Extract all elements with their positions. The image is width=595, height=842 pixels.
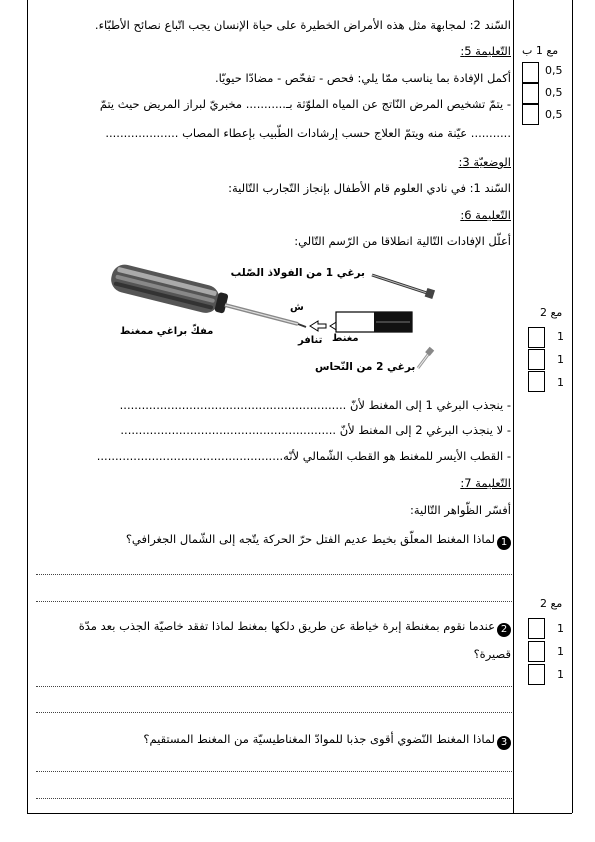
experiment-figure (100, 258, 445, 383)
question-1-text: لماذا المغنط المعلّق بخيط عديم الفتل حرّ الحركة يتّجه إلى الشّمال الجغرافي؟ (125, 532, 495, 546)
bar-magnet-icon (336, 312, 412, 332)
answer-line[interactable] (36, 686, 512, 687)
justification-3: - القطب الأيسر للمغنط هو القطب الشّمالي لأنّه................................................... (96, 449, 511, 463)
instruction-6-heading: التّعليمة 6: (460, 208, 511, 222)
question-3-text: لماذا المغنط النّضوي أقوى جذبا للموادّ المغناطيسيّة من المغنط المستقيم؟ (143, 732, 495, 746)
score-value: 0,5 (545, 86, 563, 99)
score-box[interactable] (528, 349, 545, 370)
question-number-1: 1 (497, 536, 511, 550)
grading-header-1: مع 1 ب (522, 44, 559, 57)
fill-blank-line-1: - يتمّ تشخيص المرض النّاتج عن المياه الملوّثة بـ........... مخبريّ لبراز المريض حيث يتمّ (99, 97, 511, 111)
instruction-6-text: أعلّل الإفادات التّالية انطلاقا من الرّسم التّالي: (294, 234, 511, 248)
left-border (27, 0, 28, 813)
justification-2: - لا ينجذب البرغي 2 إلى المغنط لأنّ ........................................................... (120, 423, 511, 437)
score-value: 1 (557, 376, 564, 389)
score-value: 0,5 (545, 108, 563, 121)
score-value: 1 (557, 622, 564, 635)
score-box[interactable] (522, 62, 539, 83)
grading-header-2: مع 2 (540, 306, 563, 319)
instruction-5-heading: التّعليمة 5: (460, 44, 511, 58)
question-2-continued: قصيرة؟ (473, 647, 511, 661)
question-number-2: 2 (497, 623, 511, 637)
score-value: 1 (557, 353, 564, 366)
question-1 (126, 532, 511, 550)
grading-header-3: مع 2 (540, 597, 563, 610)
answer-line[interactable] (36, 574, 512, 575)
bottom-border (27, 813, 572, 814)
screwdriver-label: مفكّ براغي ممغنط (120, 326, 214, 337)
situation-3-heading: الوضعيّة 3: (458, 155, 511, 169)
score-value: 1 (557, 330, 564, 343)
instruction-7-heading: التّعليمة 7: (460, 476, 511, 490)
copper-screw-icon (418, 347, 434, 368)
grading-column-border (513, 0, 514, 813)
score-box[interactable] (522, 83, 539, 104)
question-3 (143, 732, 511, 750)
answer-line[interactable] (36, 798, 512, 799)
steel-screw-icon (372, 275, 435, 299)
score-value: 1 (557, 645, 564, 658)
repulsion-label: تنافر (298, 335, 323, 346)
answer-line[interactable] (36, 712, 512, 713)
screw-1-label: برغي 1 من الفولاذ الصّلب (230, 267, 365, 279)
score-box[interactable] (528, 618, 545, 639)
justification-1: - ينجذب البرغي 1 إلى المغنط لأنّ .............................................................. (119, 398, 511, 412)
score-box[interactable] (528, 641, 545, 662)
answer-line[interactable] (36, 601, 512, 602)
sanad-1-text: السّند 1: في نادي العلوم قام الأطفال بإنجاز التّجارب التّالية: (228, 181, 511, 195)
sanad-2-text: السّند 2: لمجابهة مثل هذه الأمراض الخطيرة على حياة الإنسان يجب اتّباع نصائح الأطبّاء. (94, 18, 511, 32)
answer-line[interactable] (36, 771, 512, 772)
south-pole-label: ش (290, 302, 304, 313)
score-value: 1 (557, 668, 564, 681)
screw-2-label: برغي 2 من النّحاس (315, 361, 416, 373)
question-2-text: عندما نقوم بمغنطة إبرة خياطة عن طريق دلكها بمغنط لماذا تفقد خاصيّة الجذب بعد مدّة (78, 619, 495, 633)
instruction-7-text: أفسّر الظّواهر التّالية: (410, 503, 511, 517)
instruction-5-text: أكمل الإفادة بما يناسب ممّا يلي: فحص - تفحّص - مضادّا حيويّا. (214, 71, 511, 85)
question-number-3: 3 (497, 736, 511, 750)
score-value: 0,5 (545, 64, 563, 77)
question-2 (79, 619, 511, 637)
fill-blank-line-2: ........... عيّنة منه ويتمّ العلاج حسب إرشادات الطّبيب بإعطاء المصاب .................... (105, 126, 511, 140)
score-box[interactable] (528, 371, 545, 392)
magnet-label: مغنط (332, 333, 359, 344)
score-box[interactable] (522, 104, 539, 125)
right-border (572, 0, 573, 813)
score-box[interactable] (528, 327, 545, 348)
score-box[interactable] (528, 664, 545, 685)
